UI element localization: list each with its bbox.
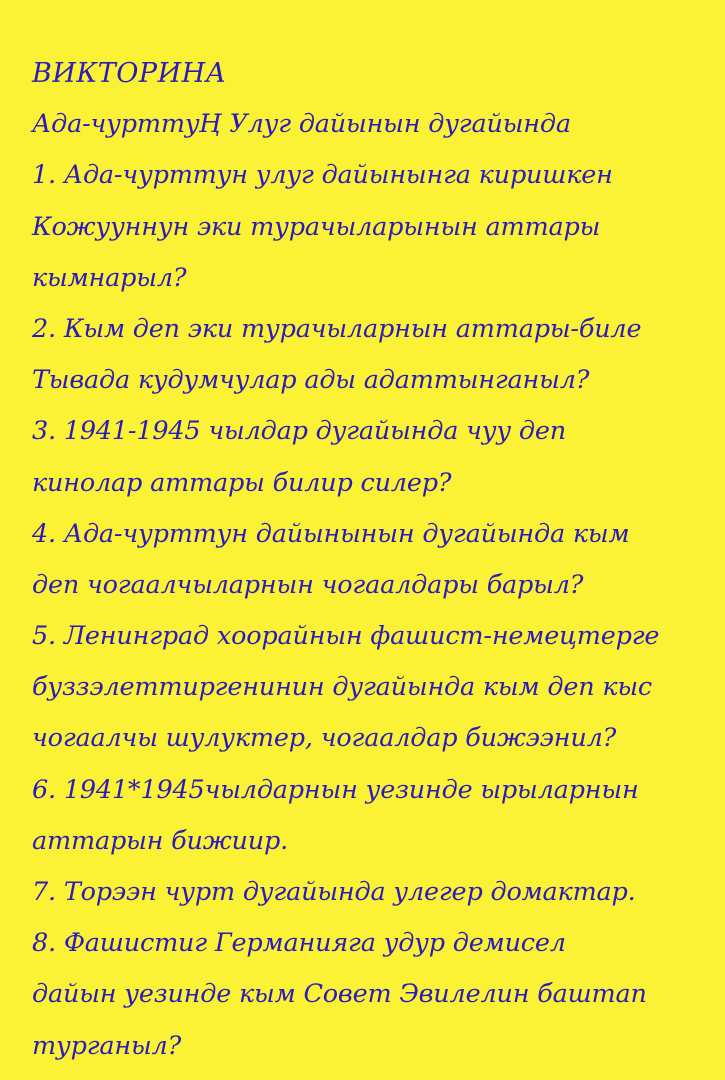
- question-1-line-3: кымнарыл?: [32, 262, 187, 293]
- question-8-line-2: дайын уезинде кым Совет Эвилелин баштап: [32, 979, 647, 1010]
- subtitle-line: Ада-чурттуҢ Улуг дайынын дугайында: [32, 109, 571, 140]
- page-title: ВИКТОРИНА: [32, 58, 227, 89]
- question-7-line-1: 7. Торээн чурт дугайында улегер домактар.: [32, 877, 636, 907]
- question-8-line-1: 8. Фашистиг Германияга удур демисел: [32, 928, 566, 959]
- question-1-line-1: 1. Ада-чурттун улуг дайынынга киришкен: [32, 160, 613, 191]
- question-6-line-1: 6. 1941*1945чылдарнын уезинде ырыларнын: [32, 774, 639, 805]
- question-5-line-2: буззэлеттиргенинин дугайында кым деп кыс: [32, 672, 653, 703]
- question-4-line-2: деп чогаалчыларнын чогаалдары барыл?: [32, 569, 584, 600]
- question-5-line-1: 5. Ленинград хоорайнын фашист-немецтерге: [32, 621, 660, 652]
- question-1-line-2: Кожууннун эки турачыларынын аттары: [32, 211, 601, 242]
- question-2-line-2: Тывада кудумчулар ады адаттынганыл?: [32, 365, 590, 396]
- question-3-line-1: 3. 1941-1945 чылдар дугайында чуу деп: [32, 416, 566, 447]
- question-6-line-2: аттарын бижиир.: [32, 825, 289, 856]
- question-8-line-3: турганыл?: [32, 1030, 182, 1061]
- question-3-line-2: кинолар аттары билир силер?: [32, 467, 452, 498]
- question-5-line-3: чогаалчы шулуктер, чогаалдар бижээнил?: [32, 723, 617, 754]
- question-2-line-1: 2. Кым деп эки турачыларнын аттары-биле: [32, 313, 642, 344]
- question-4-line-1: 4. Ада-чурттун дайынынын дугайында кым: [32, 518, 630, 549]
